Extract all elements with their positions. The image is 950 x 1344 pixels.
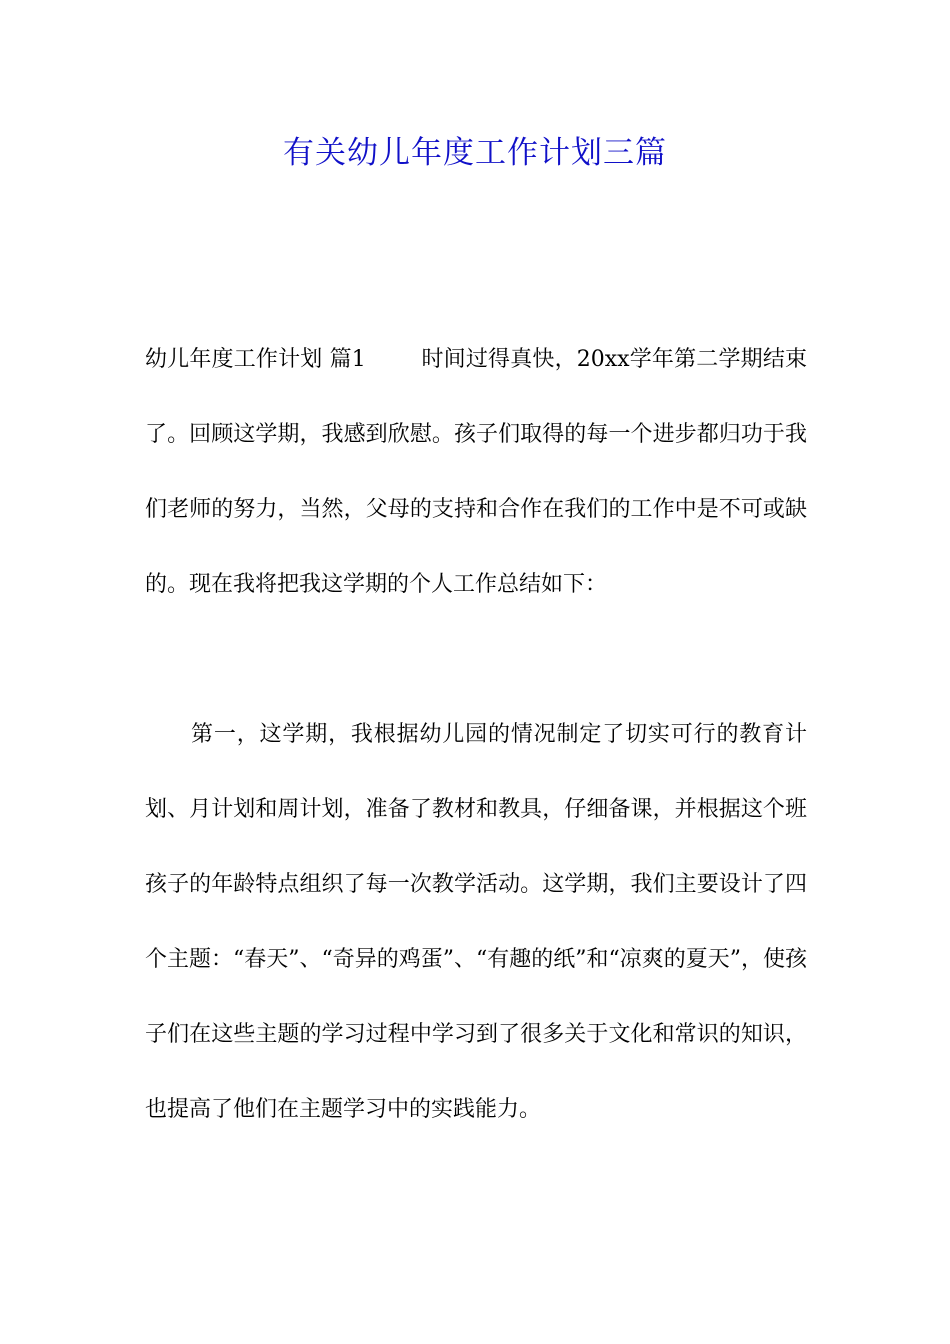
section-heading: 幼儿年度工作计划 篇1 bbox=[145, 347, 366, 372]
paragraph-2: 第一，这学期，我根据幼儿园的情况制定了切实可行的教育计划、月计划和周计划，准备了教材和教具，仔细备课，并根据这个班孩子的年龄特点组织了每一次教学活动。这学期，我们主要设计了四个主题：“春天”、“奇异的鸡蛋”、“有趣的纸”和“凉爽的夏天”，使孩子们在这些主题的学习过程中学习到了很多关于文化和常识的知识，也提高了他们在主题学习中的实践能力。 bbox=[145, 722, 807, 1122]
paragraph-1-text: 时间过得真快，20xx学年第二学期结束了。回顾这学期，我感到欣慰。孩子们取得的每一个进步都归功于我们老师的努力，当然，父母的支持和合作在我们的工作中是不可或缺的。现在我将把我这学期的个人工作总结如下： bbox=[145, 347, 807, 597]
heading-gap bbox=[366, 347, 422, 372]
document-title: 有关幼儿年度工作计划三篇 bbox=[283, 135, 667, 171]
paragraph-intro bbox=[145, 322, 807, 622]
